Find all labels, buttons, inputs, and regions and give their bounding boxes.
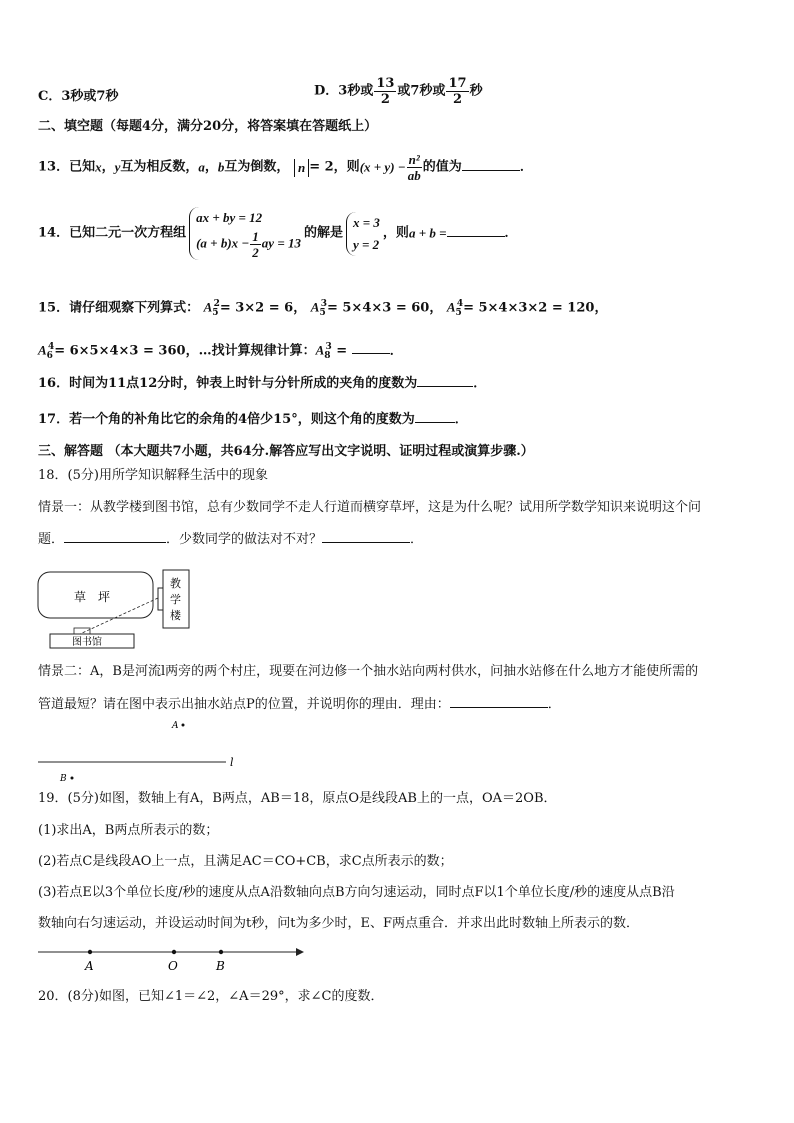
option-d: D．3秒或 $\frac{13}{2}$ 或7秒或 $\frac{17}{2}$ 秒 [314,76,483,107]
answer-blank-18b[interactable] [322,530,410,543]
point-b-label: B [60,774,67,784]
fraction-n2-ab: $\frac{\text{n²}}{ab}$ [407,152,421,183]
library-label: 图书馆 [72,637,102,648]
axis-point-a [88,950,92,954]
building-label-1: 教 [170,577,181,590]
question-19-part3b: 数轴向右匀速运动，并设运动时间为t秒，问t为多少时，E、F两点重合．并求出此时数轴上所表示的数． [38,916,639,931]
point-a-label: A [172,721,179,731]
answer-blank-14[interactable] [447,224,505,237]
question-19: 19．(5分)如图，数轴上有A，B两点，AB＝18，原点O是线段AB上的一点，OA＝2OB． [38,791,557,806]
library-door [74,628,90,634]
axis-label-b: B [216,959,225,973]
axis-label-a: A [85,959,94,973]
point-a [182,724,185,727]
answer-blank-15[interactable] [352,341,390,354]
question-15-line2: $A_6^4= 6\times 5\times 4\times 3 = 360$，…找计算规律计算：$A_8^3$ = ． [38,342,403,361]
arrow-right-icon [296,948,304,956]
question-14: 14．已知二元一次方程组 ax + by = 12 (a + b)x − $\frac{1}{2}$ ay = 13 的解是 x = 3 y = 2 ，则a + b = ． [38,207,518,260]
question-16: 16．时间为11点12分时，钟表上时针与分针所成的夹角的度数为 ． [38,376,487,391]
scenario-2-line2: 管道最短？请在图中表示出抽水站点P的位置，并说明你的理由．理由： ． [38,697,561,712]
building-label-2: 学 [170,593,181,606]
number-line-figure [34,942,304,974]
axis-point-o [172,950,176,954]
scenario-2-line1: 情景二：A，B是河流l两旁的两个村庄，现要在河边修一个抽水站向两村供水，问抽水站修在什么地方才能使所需的 [38,664,699,679]
answer-blank-18c[interactable] [450,695,548,708]
section-heading-fill-blank: 二、填空题（每题4分，满分20分，将答案填在答题纸上） [38,119,378,134]
equation-system: ax + by = 12 (a + b)x − $\frac{1}{2}$ ay = 13 [189,207,301,260]
axis-point-b [219,950,223,954]
fraction-13-2: $\frac{13}{2}$ [376,76,395,107]
building-label-3: 楼 [170,609,181,622]
building-door [158,588,163,610]
river-figure [30,716,250,786]
question-19-part2: (2)若点C是线段AO上一点，且满足AC＝CO+CB，求C点所表示的数； [38,854,453,869]
fraction-17-2: $\frac{17}{2}$ [448,76,467,107]
river-label: l [230,756,234,769]
lawn-label: 草 坪 [74,590,111,604]
answer-blank-17[interactable] [415,410,455,423]
solution-system: x = 3 y = 2 [346,212,380,256]
section-heading-solve: 三、解答题 （本大题共7小题，共64分.解答应写出文字说明、证明过程或演算步骤.） [38,444,534,459]
scenario-1-line1: 情景一：从教学楼到图书馆，总有少数同学不走人行道而横穿草坪，这是为什么呢？试用所学数学知识来说明这个问 [38,500,702,515]
option-c: C．3秒或7秒 [38,89,119,104]
axis-label-o: O [168,959,178,973]
question-15-line1: 15．请仔细观察下列算式： $A_5^2= 3\times 2 = 6$， $A_5^3= 5\times 4\times 3 = 60$， $A_5^4= 5\times 4\times 3\times 2 = 120$， [38,299,608,318]
question-18-title: 18．(5分)用所学知识解释生活中的现象 [38,468,268,483]
scenario-1-line2: 题． ．少数同学的做法对不对？ ． [38,532,424,547]
question-19-part1: (1)求出A，B两点所表示的数； [38,823,219,838]
question-13: 13．已知x，y互为相反数，a，b互为倒数， n = 2，则(x + y) − $\frac{\text{n²}}{ab}$ 的值为 ． [38,152,533,183]
point-b [71,777,74,780]
answer-blank-18a[interactable] [64,530,166,543]
answer-blank-13[interactable] [462,158,520,171]
answer-blank-16[interactable] [417,374,473,387]
question-17: 17．若一个角的补角比它的余角的4倍少15°，则这个角的度数为 ． [38,412,468,427]
lawn-figure [30,564,200,654]
question-20: 20．(8分)如图，已知∠1＝∠2，∠A＝29°，求∠C的度数． [38,989,384,1004]
question-19-part3a: (3)若点E以3个单位长度/秒的速度从点A沿数轴向点B方向匀速运动，同时点F以1个单位长度/秒的速度从点B沿 [38,885,675,900]
